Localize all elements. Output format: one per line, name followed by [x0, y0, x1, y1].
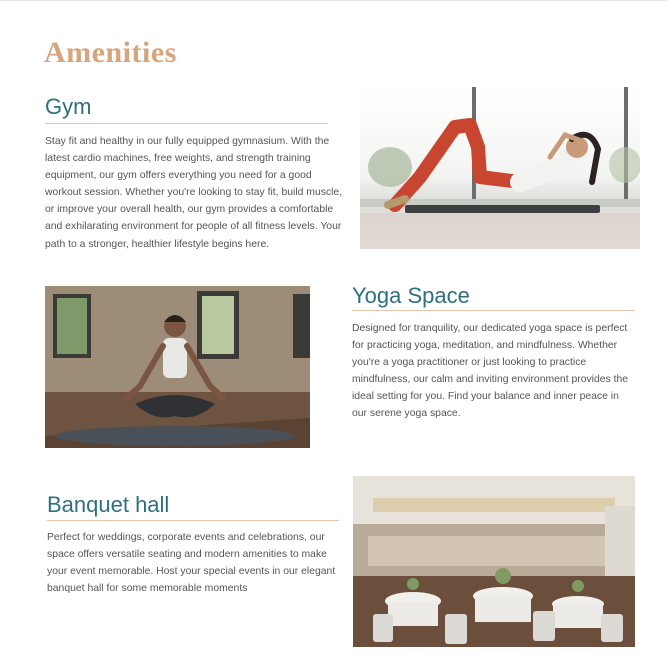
gym-photo — [360, 87, 640, 249]
banquet-divider — [47, 520, 339, 521]
banquet-description: Perfect for weddings, corporate events and celebrations, our space offers versatile seating and modern amenities to make your event memorable. Host your special events in our elegant banquet hall for some memorable moments — [47, 532, 336, 595]
page-title: Amenities — [44, 36, 177, 69]
gym-heading: Gym — [45, 94, 92, 119]
banquet-heading: Banquet hall — [47, 492, 170, 517]
gym-divider — [45, 123, 328, 124]
yoga-heading: Yoga Space — [352, 283, 470, 308]
gym-description: Stay fit and healthy in our fully equipped gymnasium. With the latest cardio machines, free weights, and strength training equipment, our gym offers everything you need for a good workout session. Whether you're looking to stay fit, build muscle, or improve your overall health, our gym provides a comfortable and exhilarating environment for people of all fitness levels. Your path to a stronger, healthier lifestyle begins here. — [45, 136, 343, 250]
top-border — [0, 0, 667, 1]
yoga-photo — [45, 286, 310, 448]
yoga-divider — [352, 310, 635, 311]
banquet-photo — [353, 476, 635, 647]
yoga-description: Designed for tranquility, our dedicated yoga space is perfect for practicing yoga, meditation, and mindfulness. Whether you're a yoga practitioner or just looking to practice mindfulness, our calm and inviting environment provides the ideal setting for you. Find your balance and inner peace in our serene yoga space. — [352, 323, 629, 420]
